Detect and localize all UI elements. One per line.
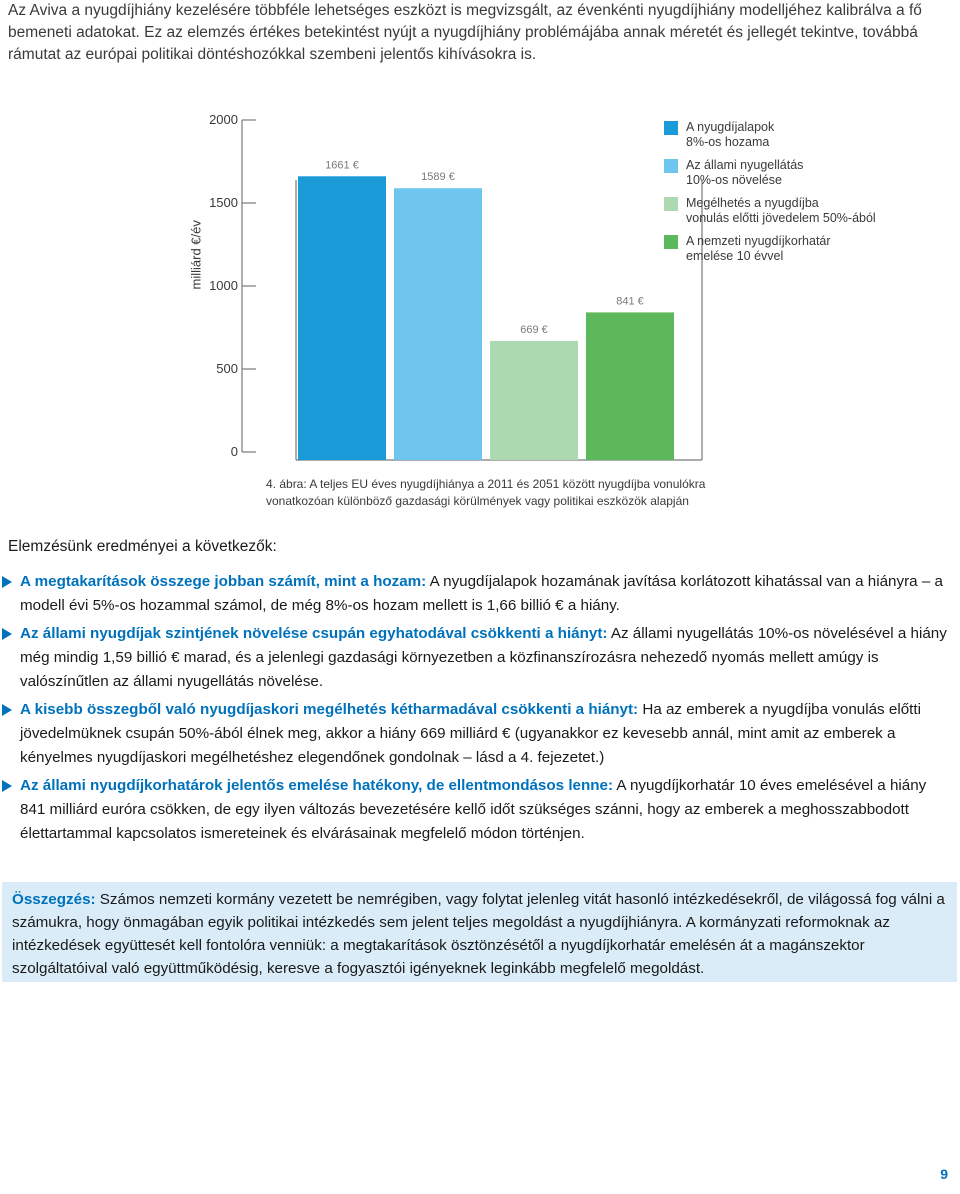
legend-swatch-3 bbox=[664, 235, 678, 249]
bar-value-label: 1661 € bbox=[325, 159, 359, 172]
y-tick-label: 1000 bbox=[209, 278, 238, 293]
bar bbox=[586, 312, 674, 460]
summary-text: Számos nemzeti kormány vezetett be nemrégiben, vagy folytat jelenleg vitát hasonló intézkedésekről, de világossá fog válni a számukra, hogy önmagában egyik politikai intézkedés sem jelent teljes megoldást a nyugdíjhiányra. A kormányzati reformoknak az intézkedések együttesét kell fontolóra venniük: a megtakarítások ösztönzésétől a nyugdíjkorhatár emelésén át a magánszektor szolgáltatóival való együttműködésig, keresve a fogyasztói igényeknek leginkább megfelelő megoldást. bbox=[12, 891, 945, 977]
finding-title: A megtakarítások összege jobban számít, mint a hozam: bbox=[20, 573, 427, 590]
legend-swatch-1 bbox=[664, 159, 678, 173]
y-tick-label: 1500 bbox=[209, 195, 238, 210]
legend-item bbox=[664, 196, 894, 226]
bar-value-label: 1589 € bbox=[421, 171, 455, 184]
finding-title: Az állami nyugdíjkorhatárok jelentős emelése hatékony, de ellentmondásos lenne: bbox=[20, 777, 614, 794]
summary-box bbox=[2, 882, 957, 982]
chart-legend bbox=[664, 120, 894, 272]
bar-value-label: 669 € bbox=[520, 323, 548, 336]
results-heading: Elemzésünk eredményei a következők: bbox=[8, 538, 277, 555]
summary-title: Összegzés: bbox=[12, 891, 96, 908]
finding-title: Az állami nyugdíjak szintjének növelése csupán egyhatodával csökkenti a hiányt: bbox=[20, 625, 608, 642]
triangle-bullet-icon bbox=[2, 628, 12, 640]
bar bbox=[298, 176, 386, 460]
triangle-bullet-icon bbox=[2, 576, 12, 588]
intro-paragraph bbox=[8, 0, 956, 66]
finding-text: Ha az emberek a nyugdíjba vonulás előtti jövedelmüknek csupán 50%-ából élnek meg, akkor a hiány 669 milliárd € (ugyanakkor ez kevesebb annál, mint amit az emberek a kényelmes nyugdíjaskori megélhetéshez elegendőnek gondolnak – lásd a 4. fejezetet.) bbox=[20, 701, 921, 766]
caption-line-1: 4. ábra: A teljes EU éves nyugdíjhiánya a 2011 és 2051 között nyugdíjba vonulókra bbox=[266, 477, 706, 491]
intro-text: Az Aviva a nyugdíjhiány kezelésére többféle lehetséges eszközt is megvizsgált, az évenkénti nyugdíjhiány modelljéhez kalibrálva a fő bemeneti adatokat. Ez az elemzés értékes betekintést nyújt a nyugdíjhiány problémájába annak méretét és jellegét tekintve, továbbá rámutat az európai politikai döntéshozókkal szembeni jelentős kihívásokra is. bbox=[8, 2, 922, 63]
finding-text: A nyugdíjkorhatár 10 éves emelésével a hiány 841 milliárd euróra csökken, de egy ilyen változás bevezetésére kellő időt szükséges szánni, hogy az emberek a meghosszabbodott élettartammal kapcsolatos ismereteinek és elvárásainak megfelelő módon történjen. bbox=[20, 777, 927, 842]
bar-value-label: 841 € bbox=[616, 295, 644, 308]
bar bbox=[394, 188, 482, 460]
finding-text: A nyugdíjalapok hozamának javítása korlátozott kihatással van a hiányra – a modell évi 5%-os hozammal számol, de még 8%-os hozam mellett is 1,66 billió € a hiány. bbox=[20, 573, 943, 614]
finding-item bbox=[0, 570, 950, 618]
bar bbox=[490, 341, 578, 460]
legend-item bbox=[664, 158, 894, 188]
y-tick-label: 0 bbox=[230, 444, 238, 459]
triangle-bullet-icon bbox=[2, 780, 12, 792]
finding-item bbox=[0, 698, 950, 770]
legend-label: A nemzeti nyugdíjkorhatár emelése 10 évvel bbox=[686, 234, 831, 263]
caption-line-2: vonatkozóan különböző gazdasági körülmények vagy politikai eszközök alapján bbox=[266, 494, 689, 508]
y-axis-label: milliárd €/év bbox=[188, 220, 204, 290]
y-tick-label: 2000 bbox=[209, 112, 238, 127]
legend-item bbox=[664, 234, 894, 264]
triangle-bullet-icon bbox=[2, 704, 12, 716]
page-number: 9 bbox=[940, 1166, 948, 1182]
finding-item bbox=[0, 622, 950, 694]
legend-label: Megélhetés a nyugdíjba vonulás előtti jövedelem 50%-ából bbox=[686, 196, 876, 225]
legend-swatch-2 bbox=[664, 197, 678, 211]
legend-swatch-0 bbox=[664, 121, 678, 135]
bars bbox=[298, 176, 674, 460]
legend-label: A nyugdíjalapok 8%-os hozama bbox=[686, 120, 775, 149]
y-tick-label: 500 bbox=[216, 361, 238, 376]
finding-text: Az állami nyugellátás 10%-os növelésével a hiány még mindig 1,59 billió € marad, és a jelenlegi gazdasági környezetben a közfinanszírozásra nehezedő nyomás mellett amúgy is valószínűtlen az állami nyugellátás növelése. bbox=[20, 625, 947, 690]
legend-item bbox=[664, 120, 894, 150]
finding-item bbox=[0, 774, 950, 846]
finding-title: A kisebb összegből való nyugdíjaskori megélhetés kétharmadával csökkenti a hiányt: bbox=[20, 701, 639, 718]
findings-list bbox=[0, 570, 960, 850]
legend-label: Az állami nyugellátás 10%-os növelése bbox=[686, 158, 804, 187]
figure-caption bbox=[266, 476, 726, 510]
